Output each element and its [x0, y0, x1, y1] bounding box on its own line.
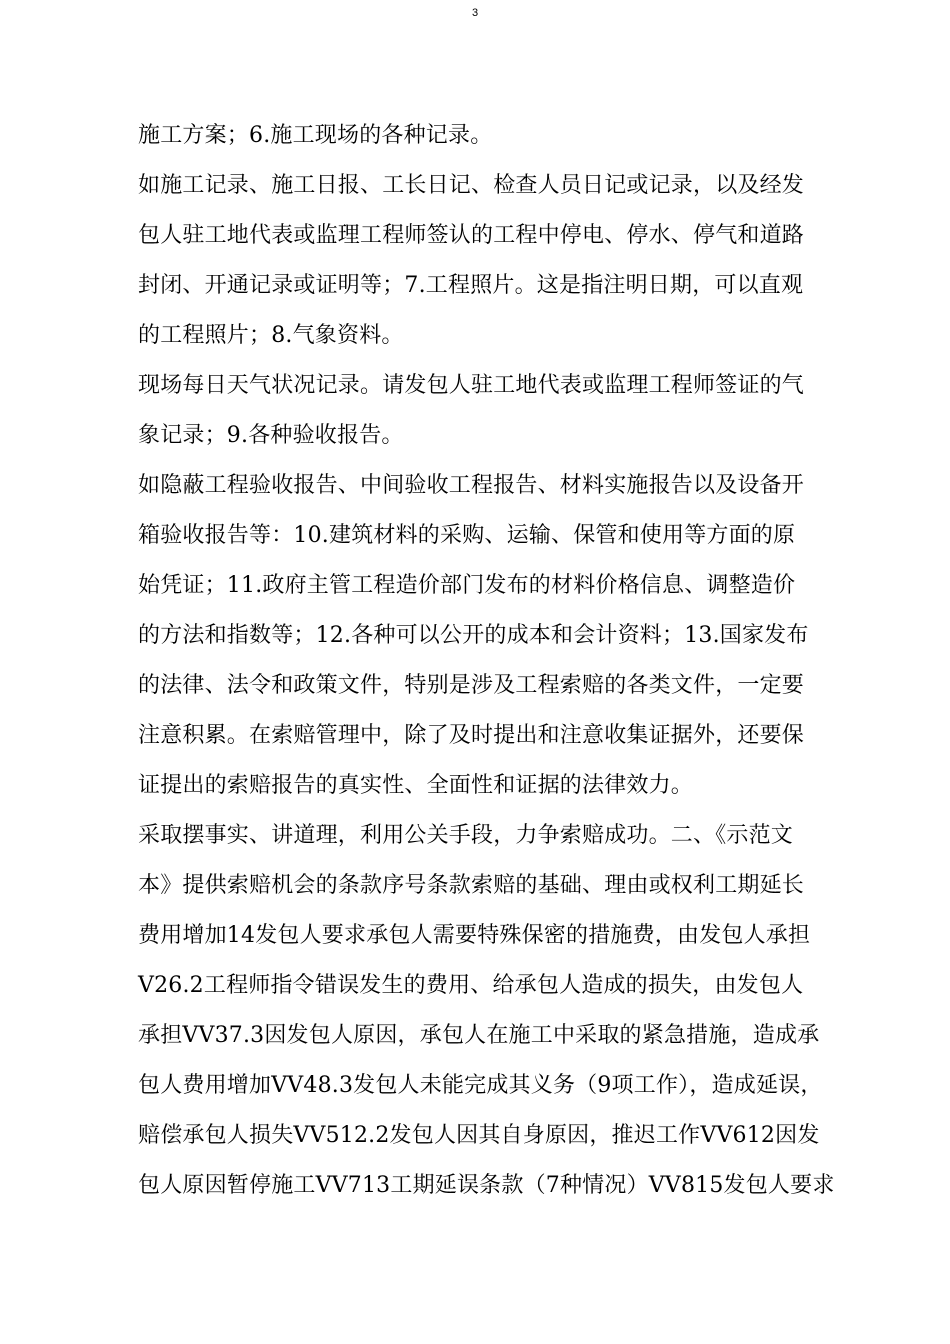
text-line: 赔偿承包人损失VV512.2发包人因其自身原因，推迟工作VV612因发 [138, 1123, 820, 1148]
text-line: 的方法和指数等；12.各种可以公开的成本和会计资料；13.国家发布 [138, 623, 809, 648]
document-body [138, 121, 835, 1221]
text-line: 象记录；9.各种验收报告。 [138, 423, 404, 448]
text-line: 包人费用增加VV48.3发包人未能完成其义务（9项工作），造成延误， [138, 1073, 823, 1098]
text-line: 注意积累。在索赔管理中，除了及时提出和注意收集证据外，还要保 [138, 723, 805, 748]
text-line: V26.2工程师指令错误发生的费用、给承包人造成的损失，由发包人 [138, 973, 804, 998]
text-line: 的法律、法令和政策文件，特别是涉及工程索赔的各类文件，一定要 [138, 673, 805, 698]
text-line: 证提出的索赔报告的真实性、全面性和证据的法律效力。 [138, 773, 694, 798]
text-line: 包人驻工地代表或监理工程师签认的工程中停电、停水、停气和道路 [138, 223, 805, 248]
page-number: 3 [471, 7, 479, 19]
text-line: 承担VV37.3因发包人原因，承包人在施工中采取的紧急措施，造成承 [138, 1023, 820, 1048]
text-line: 采取摆事实、讲道理，利用公关手段，力争索赔成功。二、《示范文 [138, 823, 794, 848]
text-line: 施工方案；6.施工现场的各种记录。 [138, 123, 493, 148]
text-line: 费用增加14发包人要求承包人需要特殊保密的措施费，由发包人承担 [138, 923, 811, 948]
text-line: 的工程照片；8.气象资料。 [138, 323, 404, 348]
text-line: 如施工记录、施工日报、工长日记、检查人员日记或记录，以及经发 [138, 173, 805, 198]
text-line: 现场每日天气状况记录。请发包人驻工地代表或监理工程师签证的气 [138, 373, 805, 398]
text-line: 包人原因暂停施工VV713工期延误条款（7种情况）VV815发包人要求 [138, 1173, 835, 1198]
text-line: 如隐蔽工程验收报告、中间验收工程报告、材料实施报告以及设备开 [138, 473, 805, 498]
text-line: 本》提供索赔机会的条款序号条款索赔的基础、理由或权利工期延长 [138, 873, 805, 898]
text-line: 始凭证；11.政府主管工程造价部门发布的材料价格信息、调整造价 [138, 573, 796, 598]
text-line: 箱验收报告等：10.建筑材料的采购、运输、保管和使用等方面的原 [138, 523, 796, 548]
text-line: 封闭、开通记录或证明等；7.工程照片。这是指注明日期，可以直观 [138, 273, 804, 298]
